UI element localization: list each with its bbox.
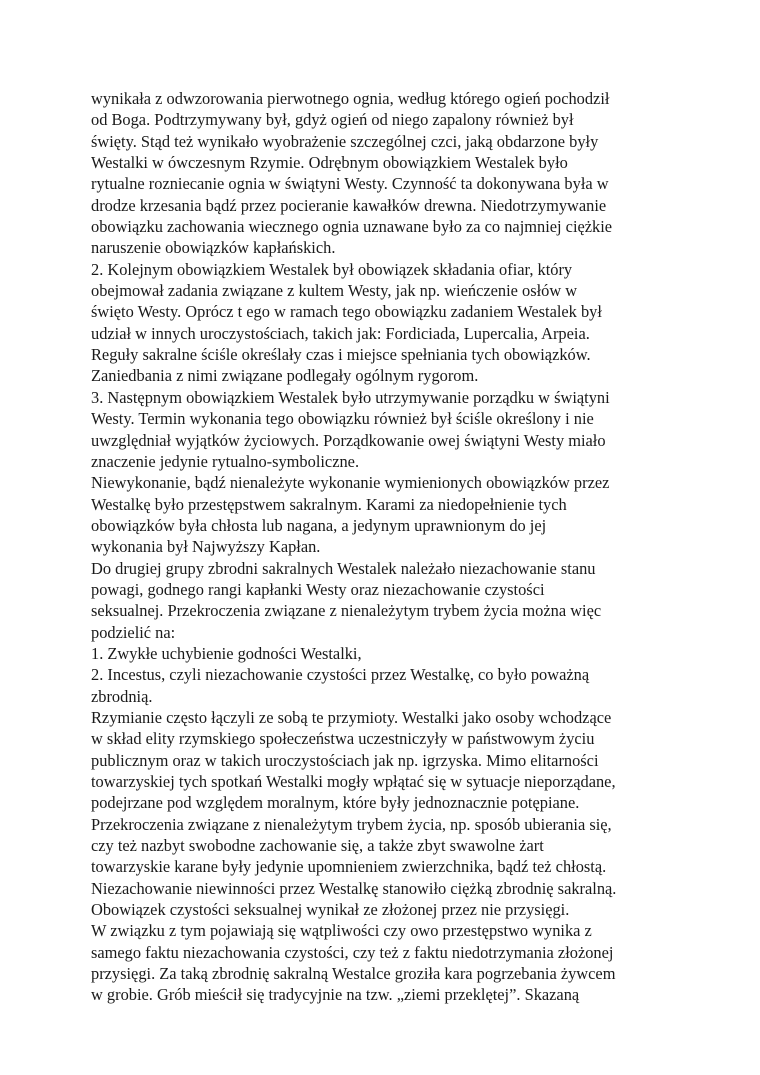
text-line: Niezachowanie niewinności przez Westalkę stanowiło ciężką zbrodnię sakralną. xyxy=(91,878,617,898)
text-line: Westalki w ówczesnym Rzymie. Odrębnym obowiązkiem Westalek było xyxy=(91,153,568,173)
text-line: Reguły sakralne ściśle określały czas i miejsce spełniania tych obowiązków. xyxy=(91,345,591,365)
text-line: towarzyskiej tych spotkań Westalki mogły wpłątać się w sytuacje nieporządane, xyxy=(91,772,616,791)
text-line: podzielić na: xyxy=(91,622,176,642)
text-line: rytualne rozniecanie ognia w świątyni Westy. Czynność ta dokonywana była w xyxy=(91,174,609,194)
text-line: Do drugiej grupy zbrodni sakralnych Westalek należało niezachowanie stanu xyxy=(91,558,596,578)
text-line: 3. Następnym obowiązkiem Westalek było utrzymywanie porządku w świątyni xyxy=(91,387,610,407)
text-line: od Boga. Podtrzymywany był, gdyż ogień od niego zapalony również był xyxy=(91,110,574,130)
text-line: Obowiązek czystości seksualnej wynikał ze złożonej przez nie przysięgi. xyxy=(91,900,570,920)
text-line: czy też nazbyt swobodne zachowanie się, a także zbyt swawolne żart xyxy=(91,836,544,856)
text-line: 2. Incestus, czyli niezachowanie czystości przez Westalkę, co było poważną xyxy=(91,665,590,685)
text-line: samego faktu niezachowania czystości, czy też z faktu niedotrzymania złożonej xyxy=(91,942,614,962)
text-line: wykonania był Najwyższy Kapłan. xyxy=(91,537,321,557)
text-line: w skład elity rzymskiego społeczeństwa uczestniczyły w państwowym życiu xyxy=(91,729,595,749)
text-line: Westalkę było przestępstwem sakralnym. Karami za niedopełnienie tych xyxy=(91,494,567,514)
text-line: Westy. Termin wykonania tego obowiązku również był ściśle określony i nie xyxy=(91,409,594,429)
text-line: obowiązków była chłosta lub nagana, a jedynym uprawnionym do jej xyxy=(91,515,547,535)
text-line: seksualnej. Przekroczenia związane z nienależytym trybem życia można więc xyxy=(91,601,602,621)
document-body-text xyxy=(91,88,681,1006)
text-line: publicznym oraz w takich uroczystościach jak np. igrzyska. Mimo elitarności xyxy=(91,750,599,770)
text-line: obowiązku zachowania wiecznego ognia uznawane było za co najmniej ciężkie xyxy=(91,217,613,237)
text-line: Rzymianie często łączyli ze sobą te przymioty. Westalki jako osoby wchodzące xyxy=(91,707,612,727)
text-line: drodze krzesania bądź przez pocieranie kawałków drewna. Niedotrzymywanie xyxy=(91,195,607,215)
text-line: przysięgi. Za taką zbrodnię sakralną Westalce groziła kara pogrzebania żywcem xyxy=(91,964,616,984)
text-line: podejrzane pod względem moralnym, które były jednoznacznie potępiane. xyxy=(91,793,580,813)
text-line: znaczenie jedynie rytualno-symboliczne. xyxy=(91,451,360,471)
text-line: Zaniedbania z nimi związane podlegały ogólnym rygorom. xyxy=(91,366,479,386)
text-line: wynikała z odwzorowania pierwotnego ognia, według którego ogień pochodził xyxy=(91,89,610,108)
text-line: naruszenie obowiązków kapłańskich. xyxy=(91,238,336,258)
text-line: święty. Stąd też wynikało wyobrażenie szczególnej czci, jaką obdarzone były xyxy=(91,131,599,151)
text-line: uwzględniał wyjątków życiowych. Porządkowanie owej świątyni Westy miało xyxy=(91,430,606,450)
text-line: w grobie. Grób mieścił się tradycyjnie na tzw. „ziemi przeklętej”. Skazaną xyxy=(91,985,580,1005)
text-line: Przekroczenia związane z nienależytym trybem życia, np. sposób ubierania się, xyxy=(91,814,612,834)
text-line: 1. Zwykłe uchybienie godności Westalki, xyxy=(91,643,362,663)
text-line: obejmował zadania związane z kultem Westy, jak np. wieńczenie osłów w xyxy=(91,281,578,301)
text-line: Niewykonanie, bądź nienależyte wykonanie wymienionych obowiązków przez xyxy=(91,473,610,493)
text-line: towarzyskie karane były jedynie upomnieniem zwierzchnika, bądź też chłostą. xyxy=(91,857,607,877)
text-line: W związku z tym pojawiają się wątpliwości czy owo przestępstwo wynika z xyxy=(91,921,592,941)
text-line: zbrodnią. xyxy=(91,686,153,706)
text-line: 2. Kolejnym obowiązkiem Westalek był obowiązek składania ofiar, który xyxy=(91,259,573,279)
text-line: powagi, godnego rangi kapłanki Westy oraz niezachowanie czystości xyxy=(91,579,545,599)
text-line: święto Westy. Oprócz t ego w ramach tego obowiązku zadaniem Westalek był xyxy=(91,302,602,322)
text-line: udział w innych uroczystościach, takich jak: Fordiciada, Lupercalia, Arpeia. xyxy=(91,323,590,343)
